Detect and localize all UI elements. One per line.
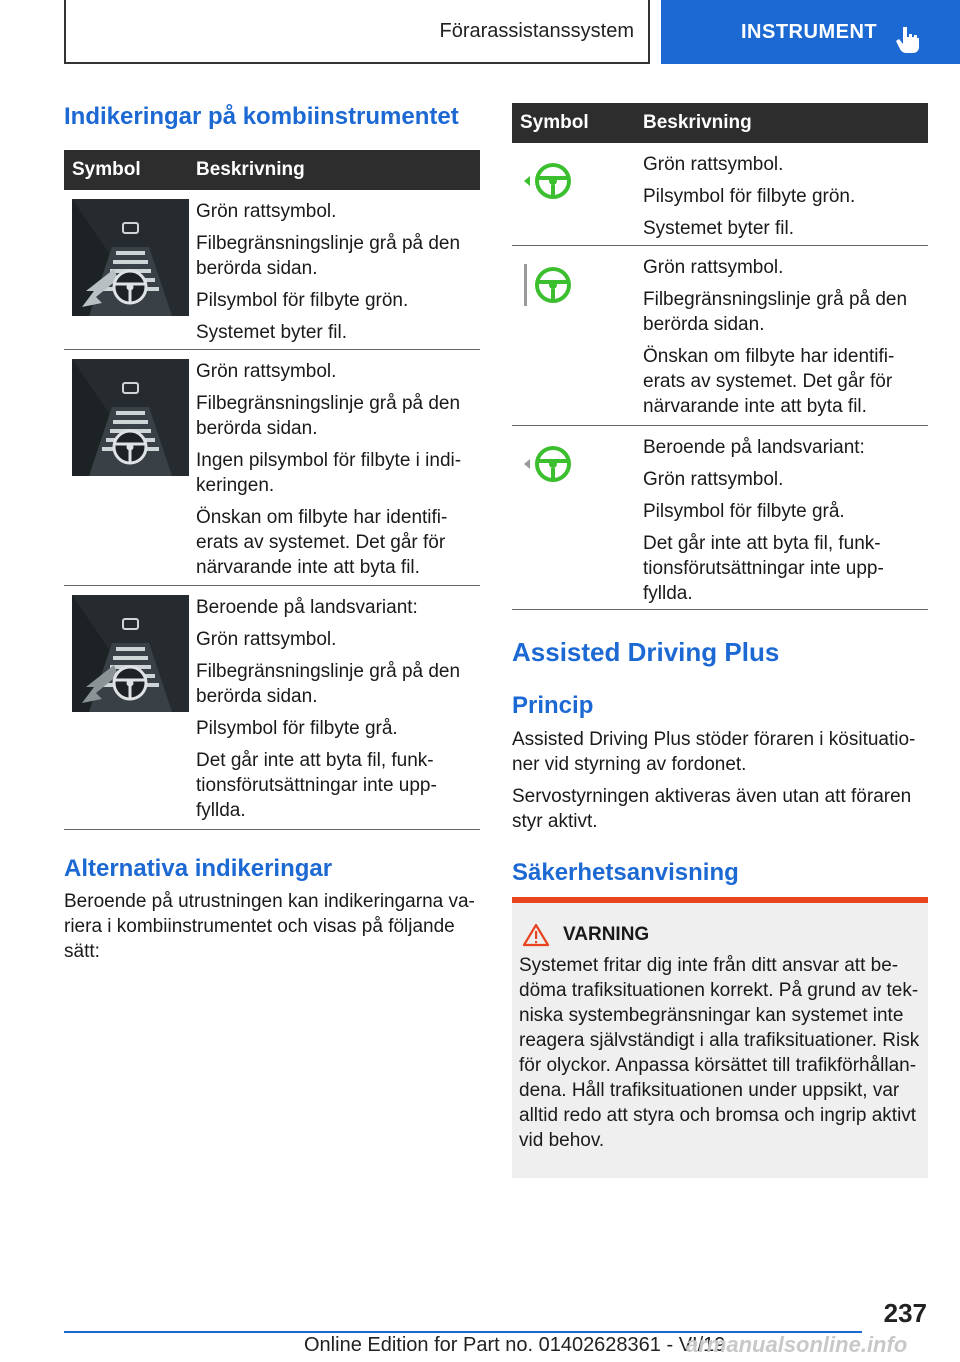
desc-line: Pilsymbol för filbyte grå. — [196, 718, 398, 739]
col-desc-header: Beskrivning — [196, 159, 305, 180]
desc-line: Grön rattsymbol. — [196, 361, 337, 382]
row-description — [643, 255, 928, 426]
row-description — [196, 199, 478, 352]
warning-triangle-icon — [523, 923, 549, 947]
steering-wheel-icon — [522, 262, 574, 308]
page-number: 237 — [883, 1298, 927, 1328]
paragraph: Assisted Driving Plus stöder föraren i kösituatio-ner vid styrning av fordonet. — [512, 729, 916, 775]
desc-line: Systemet byter fil. — [643, 218, 794, 239]
header-chapter-label: INSTRUMENT — [741, 20, 878, 43]
alt-indications-text — [64, 889, 480, 971]
table-row — [512, 426, 928, 610]
col-symbol-header: Symbol — [520, 112, 589, 133]
row-description — [643, 435, 928, 613]
cluster-display-image — [72, 359, 189, 476]
warning-header — [519, 923, 920, 947]
desc-line: Pilsymbol för filbyte grå. — [643, 501, 845, 522]
header-section-label: Förarassistanssystem — [439, 19, 634, 42]
col-symbol-header: Symbol — [72, 159, 141, 180]
alt-indications-heading: Alternativa indikeringar — [64, 855, 333, 882]
warning-label: VARNING — [563, 924, 650, 945]
desc-line: Ingen pilsymbol för filbyte i indi-keringen. — [196, 450, 462, 496]
steering-wheel-icon — [522, 161, 574, 201]
row-description — [196, 359, 478, 587]
row-description — [643, 152, 928, 248]
princip-text — [512, 727, 928, 841]
page-title: Indikeringar på kombiinstrumentet — [64, 103, 459, 130]
desc-line: Filbegränsningslinje grå på den berörda sidan. — [196, 393, 461, 439]
watermark: armanualsonline.info — [686, 1332, 908, 1357]
desc-line: Grön rattsymbol. — [643, 469, 784, 490]
desc-line: Grön rattsymbol. — [643, 257, 784, 278]
table-row — [512, 246, 928, 426]
indications-table-alt — [512, 103, 928, 610]
footer-edition: Online Edition for Part no. 01402628361 - VI/19 — [304, 1334, 726, 1356]
table-row — [64, 586, 480, 830]
safety-heading: Säkerhetsanvisning — [512, 859, 739, 886]
table-row — [512, 143, 928, 246]
desc-line: Önskan om filbyte har identifi-erats av systemet. Det går för närvarande inte att byta fil. — [196, 507, 448, 578]
warning-box — [512, 897, 928, 1178]
desc-line: Beroende på landsvariant: — [196, 597, 418, 618]
desc-line: Det går inte att byta fil, funk-tionsförutsättningar inte upp-fyllda. — [643, 533, 884, 604]
paragraph: Servostyrningen aktiveras även utan att föraren styr aktivt. — [512, 786, 912, 832]
cluster-display-image — [72, 595, 189, 712]
header-chapter-tab — [661, 0, 960, 64]
desc-line: Filbegränsningslinje grå på den berörda sidan. — [196, 661, 461, 707]
desc-line: Filbegränsningslinje grå på den berörda sidan. — [643, 289, 908, 335]
adp-heading: Assisted Driving Plus — [512, 637, 780, 667]
desc-line: Grön rattsymbol. — [643, 154, 784, 175]
desc-line: Pilsymbol för filbyte grön. — [643, 186, 856, 207]
desc-line: Filbegränsningslinje grå på den berörda sidan. — [196, 233, 461, 279]
row-description — [196, 595, 478, 830]
princip-heading: Princip — [512, 692, 594, 719]
paragraph: Beroende på utrustningen kan indikeringarna va-riera i kombiinstrumentet och visas på följande sätt: — [64, 891, 475, 962]
desc-line: Beroende på landsvariant: — [643, 437, 865, 458]
desc-line: Systemet byter fil. — [196, 322, 347, 343]
cluster-display-image — [72, 199, 189, 316]
desc-line: Pilsymbol för filbyte grön. — [196, 290, 409, 311]
table-header — [64, 150, 480, 190]
indications-table — [64, 150, 480, 830]
table-header — [512, 103, 928, 143]
desc-line: Grön rattsymbol. — [196, 201, 337, 222]
desc-line: Det går inte att byta fil, funk-tionsförutsättningar inte upp-fyllda. — [196, 750, 437, 821]
warning-text: Systemet fritar dig inte från ditt ansvar att be-döma trafiksituationen korrekt. På grund av tek-niska systembegränsningar kan systemet inte reagera självständigt i alla trafiksituationer. Risk för olyckor. Anpassa körsättet till trafikförhållan-dena. Håll trafiksituationen under uppsikt, var alltid redo att styra och bromsa och ingrip aktivt vid behov. — [519, 955, 920, 1151]
col-desc-header: Beskrivning — [643, 112, 752, 133]
steering-wheel-icon — [522, 444, 574, 484]
desc-line: Önskan om filbyte har identifi-erats av systemet. Det går för närvarande inte att byta fil. — [643, 346, 895, 417]
header-section-tab — [64, 0, 650, 64]
table-row — [64, 190, 480, 350]
table-row — [64, 350, 480, 586]
pointing-hand-icon — [893, 24, 923, 54]
desc-line: Grön rattsymbol. — [196, 629, 337, 650]
